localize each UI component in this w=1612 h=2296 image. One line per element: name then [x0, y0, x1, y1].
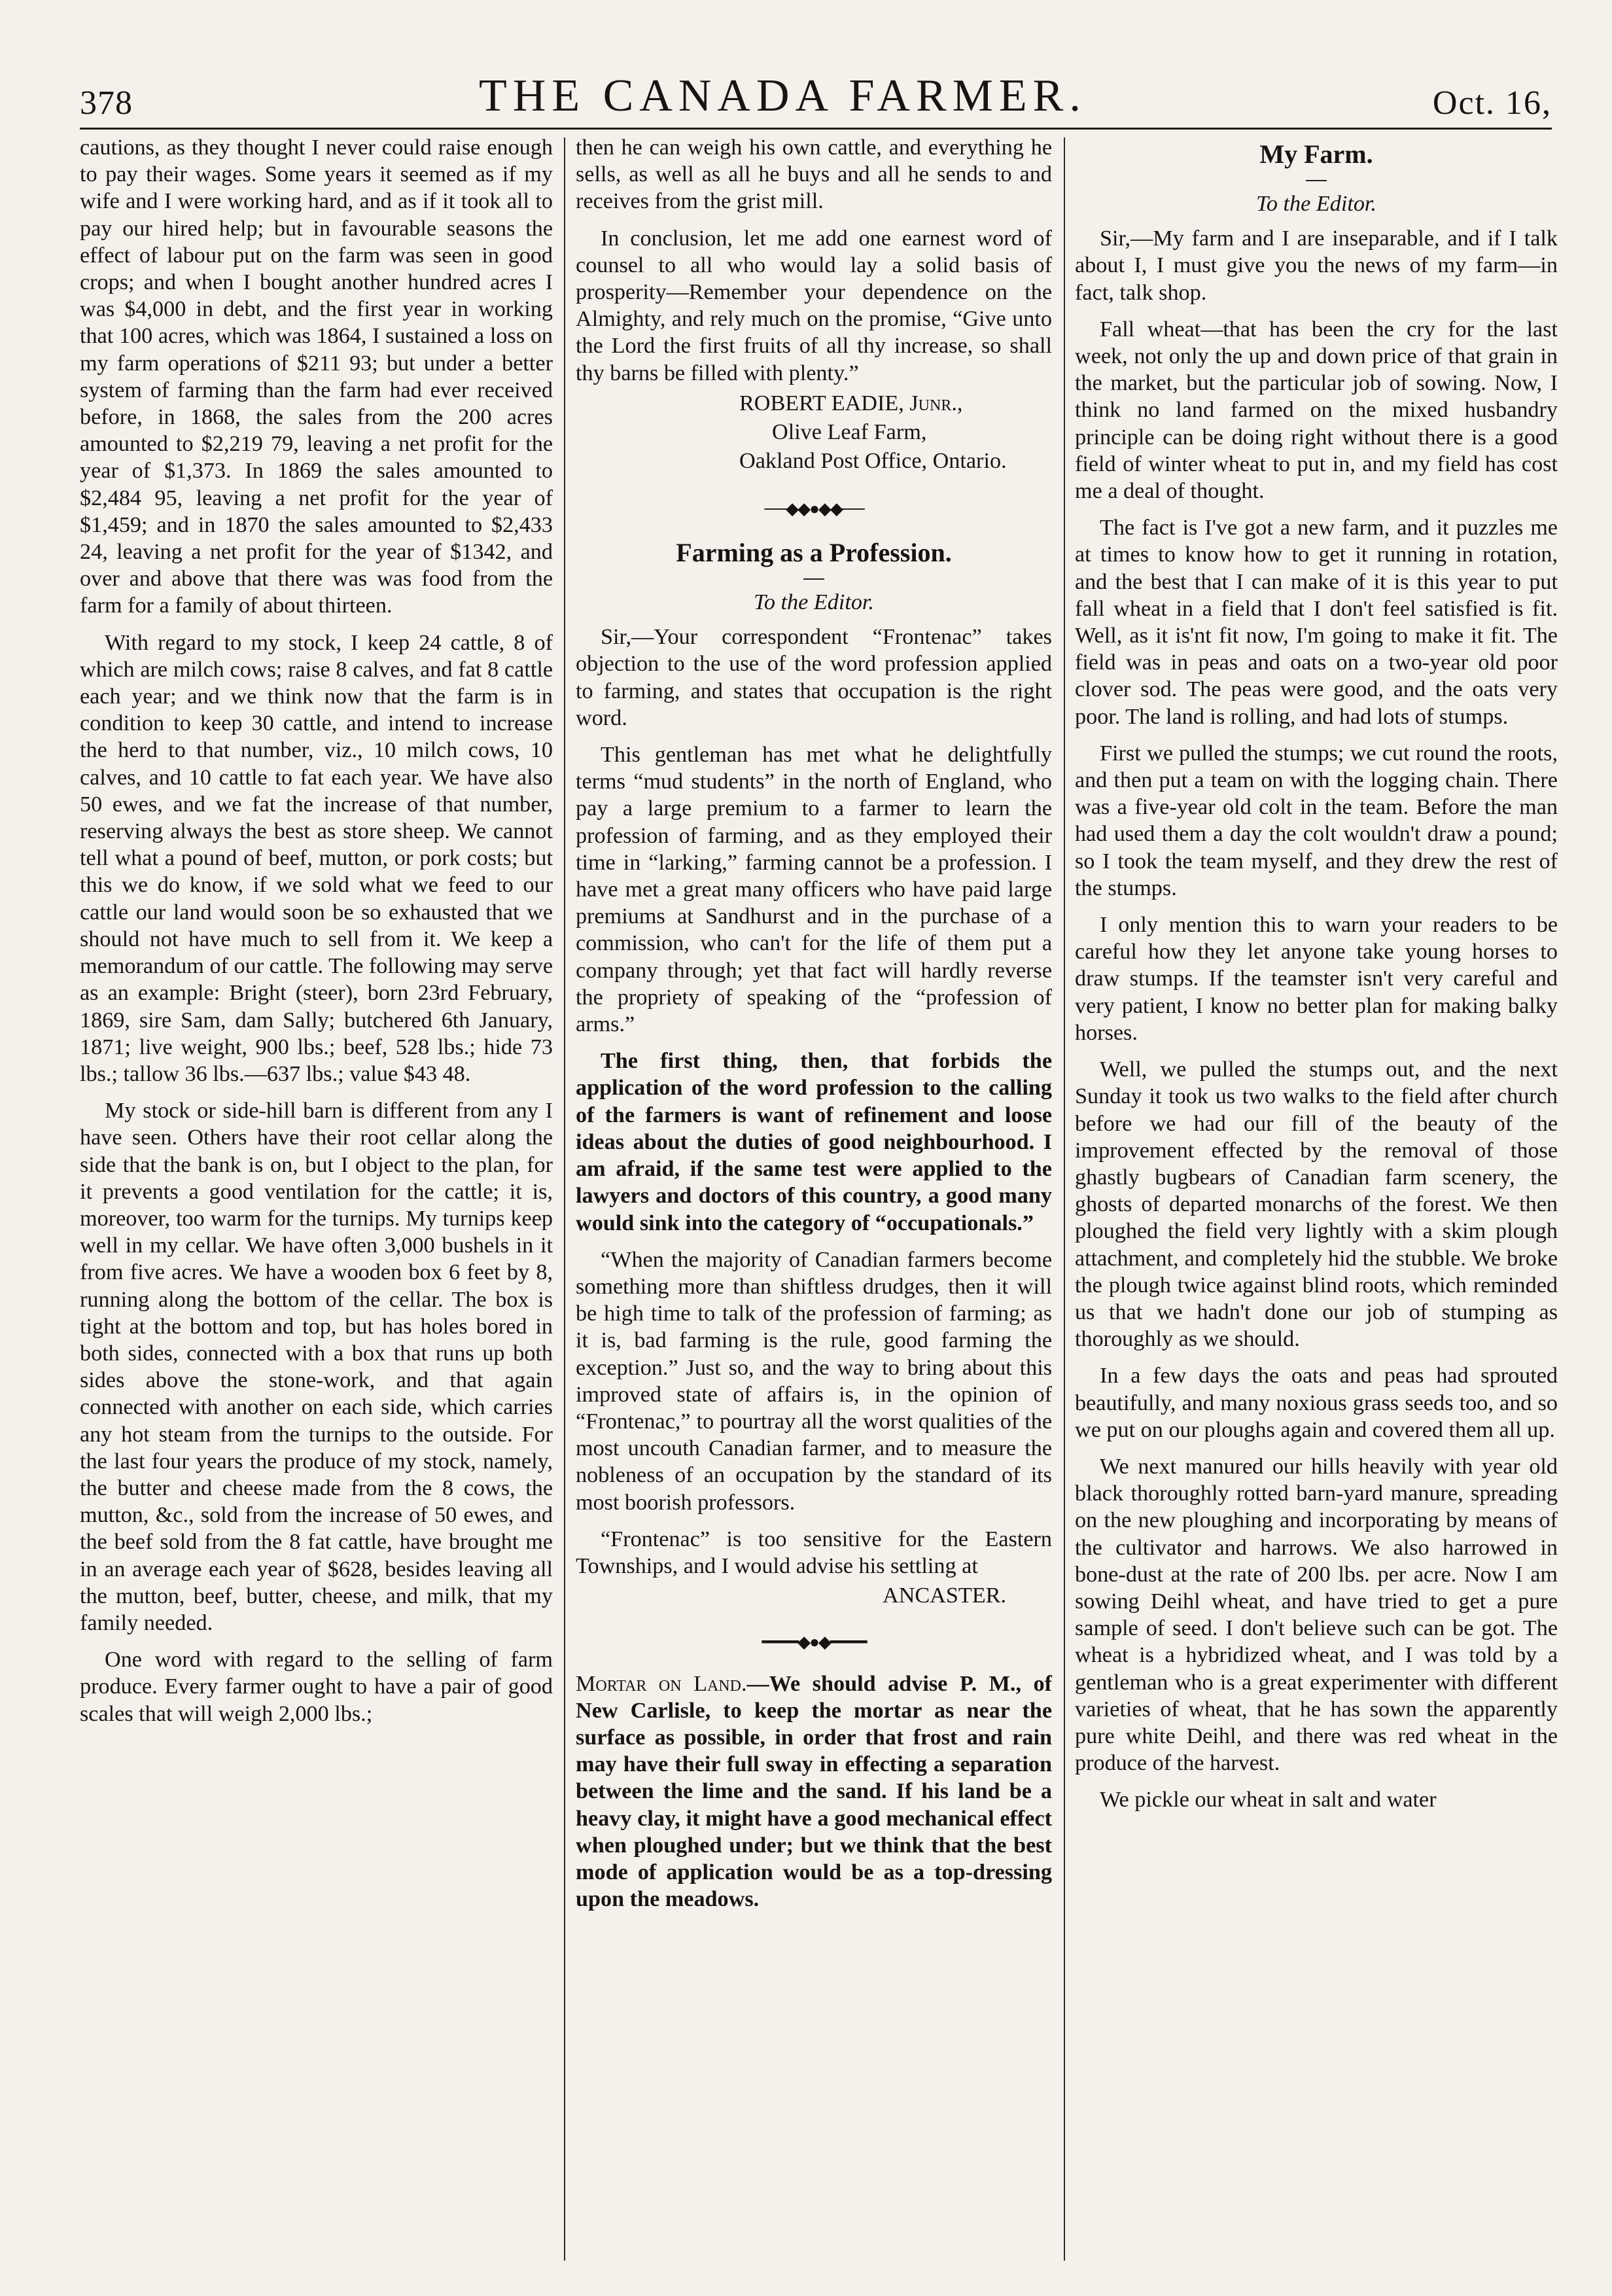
paragraph: Sir,—Your correspondent “Frontenac” takes objection to the use of the word profession applied to farming, and states that occupation is the right word.	[576, 625, 1052, 730]
signature-farm: Olive Leaf Farm,	[772, 419, 927, 444]
paragraph: We next manured our hills heavily with year old black thoroughly rotted barn-yard manure, spreading on the new ploughing and incorporating by means of the cultivator and harrows. We also harrowed in bone-dust at the rate of 200 lbs. per acre. Now I am sowing Deihl wheat, and have tried to get a pure sample of seed. I don't believe such can be got. The wheat is a hybridized wheat, and I was told by a gentleman who is a great experimenter with different varieties of wheat, that he has sown the apparently pure white Deihl, and there was red wheat in the produce of the harvest.	[1075, 1454, 1558, 1776]
paragraph: “When the majority of Canadian farmers become something more than shiftless drudges, then it will be high time to talk of the profession of farming; as it is, bad farming is the rule, good farming the exception.” Just so, and the way to bring about this improved state of affairs is, in the opinion of “Frontenac,” to pourtray all the worst qualities of the most uncouth Canadian farmer, and to measure the nobleness of an occupation by the standard of its most boorish professors.	[576, 1247, 1052, 1515]
header-rule	[80, 128, 1552, 130]
paragraph: The fact is I've got a new farm, and it puzzles me at times to know how to get it running in rotation, and the best that I can make of it is this year to put fall wheat in a field that I don't feel satisfied is fit. Well, as it is'nt fit now, I'm going to make it fit. The field was in peas and oats on a two-year old poor clover sod. The peas were good, and the oats very poor. The land is rolling, and had lots of stumps.	[1075, 516, 1558, 729]
column-divider	[1064, 137, 1065, 2261]
column-divider	[564, 137, 565, 2261]
issue-date: Oct. 16,	[1432, 84, 1552, 122]
to-the-editor: To the Editor.	[754, 590, 874, 615]
paragraph: First we pulled the stumps; we cut round the roots, and then put a team on with the logging chain. There was a five-year old colt in the team. Before the man had used them a day the colt wouldn't draw a pound; so I took the team myself, and they drew the rest of the stumps.	[1075, 741, 1558, 900]
paragraph: This gentleman has met what he delightfully terms “mud students” in the north of England, who pay a large premium to a farmer to learn the profession of farming, and as they employed their time in “larking,” farming cannot be a profession. I have met a great many officers who have paid large premiums at Sandhurst and in the purchase of a commission, who can't for the life of them put a company through; yet that fact will hardly reverse the propriety of speaking of the “profession of arms.”	[576, 743, 1052, 1037]
paragraph: With regard to my stock, I keep 24 cattle, 8 of which are milch cows; raise 8 calves, and fat 8 cattle each year; and we think now that the farm is in condition to keep 30 cattle, and intend to increase the herd to that number, viz., 10 milch cows, 10 calves, and 10 cattle to fat each year. We have also 50 ewes, and we fat the increase of that number, reserving always the best as store sheep. We cannot tell what a pound of beef, mutton, or pork costs; but this we do know, if we sold what we feed to our cattle our land would soon be so exhausted that we should not have much to sell from it. We keep a memorandum of our cattle. The following may serve as an example: Bright (steer), born 23rd February, 1869, sire Sam, dam Sally; butchered 6th January, 1871; live weight, 900 lbs.; beef, 528 lbs.; hide 73 lbs.; tallow 36 lbs.—637 lbs.; value $43 48.	[80, 630, 553, 1086]
column-1	[80, 134, 553, 2261]
paragraph: Well, we pulled the stumps out, and the next Sunday it took us two walks to the field after church before we had our fill of the beauty of the improvement effected by the removal of those ghastly bugbears of Canadian farm scenery, the ghosts of departed monarchs of the forest. We then ploughed the field very lightly with a skim plough attachment, and completely hid the stubble. We broke the plough twice against blind roots, which reminded us that we hadn't done our job of stumping as thoroughly as we should.	[1075, 1057, 1558, 1352]
column-3	[1075, 134, 1558, 2261]
note-text: —We should advise P. M., of New Carlisle, to keep the mortar as near the surface as possible, in order that frost and rain may have their full sway in effecting a separation between the lime and the sand. If his land be a heavy clay, it might have a good mechanical effect when ploughed under; but we think that the best mode of application would be as a top-dressing upon the meadows.	[576, 1671, 1052, 1912]
note-paragraph	[576, 1670, 1052, 1913]
signature-name: ROBERT EADIE, Junr.,	[739, 391, 963, 415]
paragraph: In a few days the oats and peas had sprouted beautifully, and many noxious grass seeds too, and so we put on our ploughs again and covered them all up.	[1075, 1364, 1558, 1442]
page-number: 378	[80, 84, 133, 122]
title-rule	[1306, 180, 1327, 181]
signature-block	[739, 389, 1052, 476]
note-lead: Mortar on Land.	[576, 1671, 747, 1696]
paragraph: Sir,—My farm and I are inseparable, and if I talk about I, I must give you the news of my farm—in fact, talk shop.	[1075, 226, 1558, 305]
page-header	[80, 60, 1552, 122]
article-title: Farming as a Profession.	[676, 538, 952, 568]
masthead-title: THE CANADA FARMER.	[479, 71, 1087, 121]
paragraph: cautions, as they thought I never could raise enough to pay their wages. Some years it seemed as if my wife and I were working hard, and as if it took all to pay our hired help; but in favourable seasons the effect of labour put on the farm was seen in good crops; and when I bought another hundred acres I was $4,000 in debt, and the first year in working that 100 acres, which was 1864, I sustained a loss on my farm operations of $211 93; but under a better system of farming than the farm had ever received before, in 1868, the sales from the 200 acres amounted to $2,219 79, leaving a net profit for the year of $1,373. In 1869 the sales amounted to $2,484 95, leaving a net profit for the year of $1,459; and in 1870 the sales amounted to $2,433 24, leaving a net profit for the year of $1342, and over and above that there was was food from the farm for a family of about thirteen.	[80, 135, 553, 618]
section-ornament: ━━━━◆●◆━━━━	[762, 1633, 866, 1652]
paragraph: “Frontenac” is too sensitive for the Eastern Townships, and I would advise his settling at	[576, 1527, 1052, 1578]
section-ornament: ──◆◆●◆◆──	[764, 499, 864, 518]
column-2	[576, 134, 1052, 2261]
title-rule	[803, 578, 824, 580]
paragraph: I only mention this to warn your readers to be careful how they let anyone take young horses to draw stumps. If the teamster isn't very careful and very patient, I know no better plan for making balky horses.	[1075, 913, 1558, 1045]
article-title: My Farm.	[1259, 139, 1373, 169]
paragraph: then he can weigh his own cattle, and everything he sells, as well as all he buys and all he sends to and receives from the grist mill.	[576, 135, 1052, 214]
paragraph: In conclusion, let me add one earnest word of counsel to all who would lay a solid basis of prosperity—Remember your dependence on the Almighty, and rely much on the promise, “Give unto the Lord the first fruits of all thy increase, so shall thy barns be filled with plenty.”	[576, 226, 1052, 385]
paragraph: One word with regard to the selling of farm produce. Every farmer ought to have a pair of good scales that will weigh 2,000 lbs.;	[80, 1648, 553, 1726]
paragraph: We pickle our wheat in salt and water	[1100, 1788, 1437, 1812]
paragraph: Fall wheat—that has been the cry for the last week, not only the up and down price of that grain in the market, but the particular job of sowing. Now, I think no land farmed on the mixed husbandry principle can be doing right without there is a good field of winter wheat to put in, and my field has cost me a deal of thought.	[1075, 317, 1558, 504]
signature-ancaster: ANCASTER.	[883, 1583, 1006, 1608]
paragraph: The first thing, then, that forbids the application of the word profession to the calling of the farmers is want of refinement and loose ideas about the duties of good neighbourhood. I am afraid, if the same test were applied to the lawyers and doctors of this country, a good many would sink into the category of “occupationals.”	[576, 1049, 1052, 1235]
to-the-editor: To the Editor.	[1256, 192, 1376, 216]
paragraph: My stock or side-hill barn is different from any I have seen. Others have their root cellar along the side that the bank is on, but I object to the plan, for it prevents a good ventilation for the cattle; it is, moreover, too warm for the turnips. My turnips keep well in my cellar. We have often 3,000 bushels in it from five acres. We have a wooden box 6 feet by 8, running along the bottom of the cellar. The box is tight at the bottom and top, but has holes bored in both sides, connected with a box that runs up both sides above the stone-work, and that again connected with another on each side, which carries any hot steam from the turnips to the outside. For the last four years the produce of my stock, namely, the butter and cheese made from the 8 cows, the mutton, &c., sold from the increase of 50 ewes, and the beef sold from the 8 fat cattle, have brought me in an average each year of $628, besides leaving all the mutton, beef, butter, cheese, and milk, that my family needed.	[80, 1099, 553, 1635]
signature-address: Oakland Post Office, Ontario.	[739, 448, 1007, 473]
